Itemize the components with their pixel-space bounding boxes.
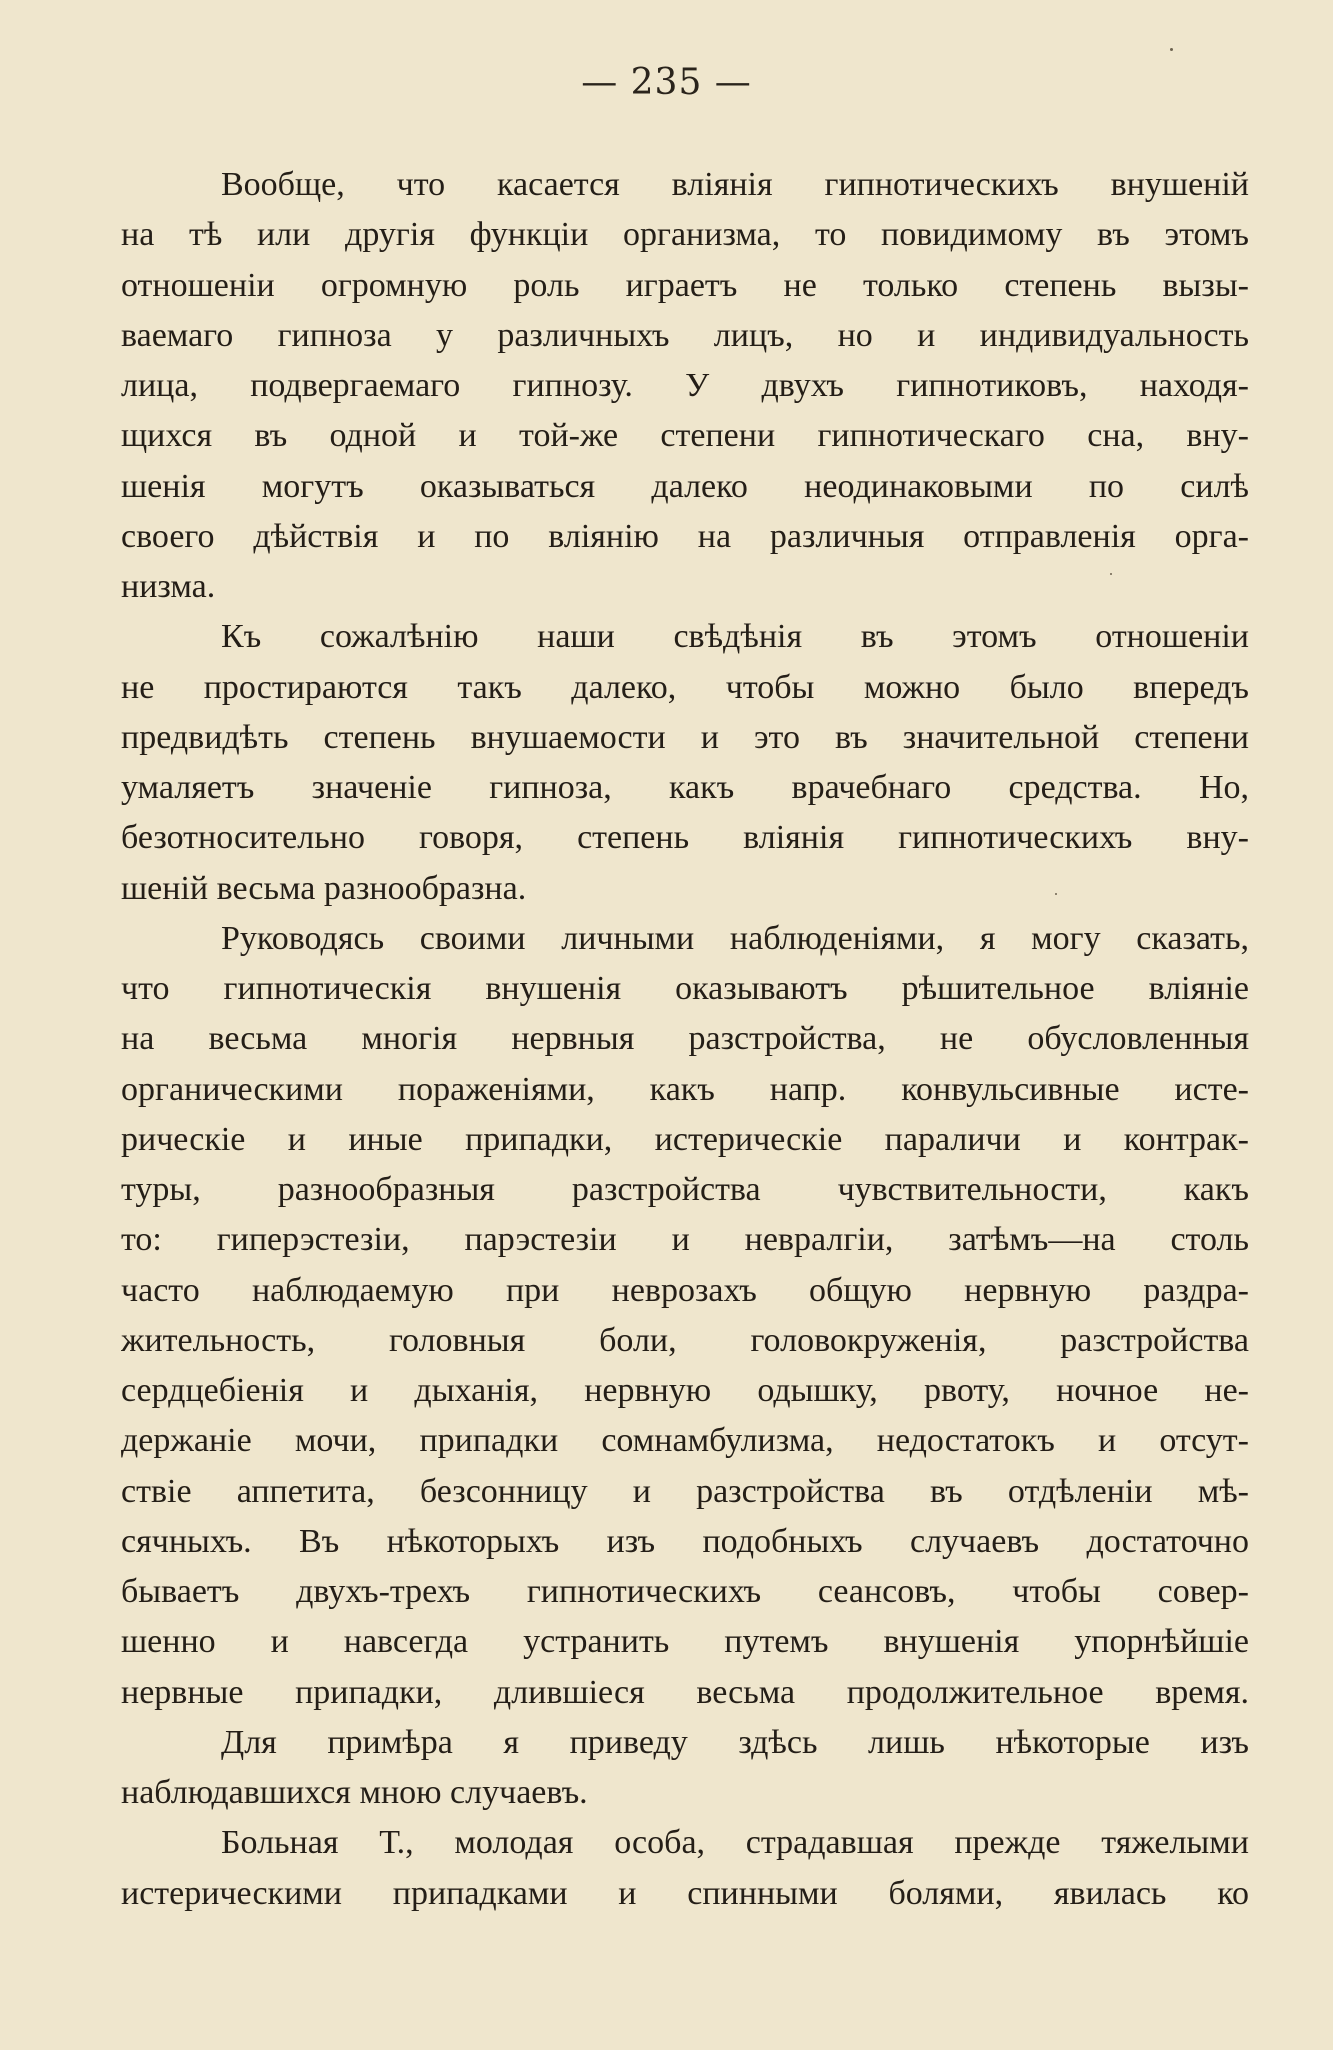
text-line: на тѣ или другія функціи организма, то повидимому въ этомъ xyxy=(121,216,1249,254)
text-line: Для примѣра я приведу здѣсь лишь нѣкоторые изъ xyxy=(221,1723,1249,1761)
text-line: предвидѣть степень внушаемости и это въ значительной степени xyxy=(121,718,1249,756)
text-line: своего дѣйствія и по вліянію на различныя отправленія орга- xyxy=(121,517,1249,555)
text-line: Вообще, что касается вліянія гипнотическихъ внушеній xyxy=(221,166,1249,203)
text-line: то: гиперэстезіи, парэстезіи и невралгіи, затѣмъ—на столь xyxy=(121,1221,1249,1259)
text-line: сердцебіенія и дыханія, нервную одышку, рвоту, ночное не- xyxy=(121,1372,1249,1409)
paragraph xyxy=(121,160,1249,612)
text-line: органическими пораженіями, какъ напр. конвульсивные исте- xyxy=(121,1070,1249,1108)
text-line: Къ сожалѣнію наши свѣдѣнія въ этомъ отношеніи xyxy=(221,618,1249,656)
paragraph xyxy=(121,914,1249,1718)
paragraph xyxy=(121,1718,1249,1819)
text-line: туры, разнообразныя разстройства чувствительности, какъ xyxy=(121,1171,1249,1208)
text-line: часто наблюдаемую при неврозахъ общую нервную раздра- xyxy=(121,1271,1249,1309)
text-line: бываетъ двухъ-трехъ гипнотическихъ сеансовъ, чтобы совер- xyxy=(121,1573,1249,1610)
page-number: — 235 — xyxy=(581,62,752,103)
text-line: не простираются такъ далеко, чтобы можно было впередъ xyxy=(121,668,1249,706)
paragraph xyxy=(121,612,1249,914)
paper-speck xyxy=(1110,573,1112,575)
text-line: рическіе и иные припадки, истерическіе параличи и контрак- xyxy=(121,1120,1249,1158)
text-line: щихся въ одной и той-же степени гипнотическаго сна, вну- xyxy=(121,417,1249,455)
paper-speck xyxy=(1055,893,1057,895)
text-line: держаніе мочи, припадки сомнамбулизма, недостатокъ и отсут- xyxy=(121,1422,1249,1460)
text-line: Руководясь своими личными наблюденіями, я могу сказать, xyxy=(221,919,1249,957)
text-line: лица, подвергаемаго гипнозу. У двухъ гипнотиковъ, находя- xyxy=(121,367,1249,404)
paragraph xyxy=(121,1818,1249,1919)
text-line: умаляетъ значеніе гипноза, какъ врачебнаго средства. Но, xyxy=(121,769,1249,806)
text-line: ствіе аппетита, безсонницу и разстройства въ отдѣленіи мѣ- xyxy=(121,1472,1249,1510)
text-line: на весьма многія нервныя разстройства, не обусловленныя xyxy=(121,1020,1249,1058)
text-line: жительность, головныя боли, головокруженія, разстройства xyxy=(121,1321,1249,1359)
text-line: истерическими припадками и спинными болями, явилась ко xyxy=(121,1874,1249,1912)
text-line: нервные припадки, длившіеся весьма продолжительное время. xyxy=(121,1673,1249,1711)
text-line: шенія могутъ оказываться далеко неодинаковыми по силѣ xyxy=(121,467,1249,505)
text-line: низма. xyxy=(121,568,216,605)
text-line: сячныхъ. Въ нѣкоторыхъ изъ подобныхъ случаевъ достаточно xyxy=(121,1522,1249,1560)
page-body xyxy=(121,160,1249,1919)
text-line: наблюдавшихся мною случаевъ. xyxy=(121,1774,588,1811)
text-line: отношеніи огромную роль играетъ не только степень вызы- xyxy=(121,266,1249,304)
text-line: что гипнотическія внушенія оказываютъ рѣшительное вліяніе xyxy=(121,970,1249,1007)
text-line: шеній весьма разнообразна. xyxy=(121,869,527,907)
text-line: ваемаго гипноза у различныхъ лицъ, но и индивидуальность xyxy=(121,316,1249,354)
text-line: безотносительно говоря, степень вліянія гипнотическихъ вну- xyxy=(121,819,1249,857)
paper-speck xyxy=(1170,48,1173,51)
text-line: Больная Т., молодая особа, страдавшая прежде тяжелыми xyxy=(221,1824,1249,1862)
text-line: шенно и навсегда устранить путемъ внушенія упорнѣйшіе xyxy=(121,1623,1249,1661)
